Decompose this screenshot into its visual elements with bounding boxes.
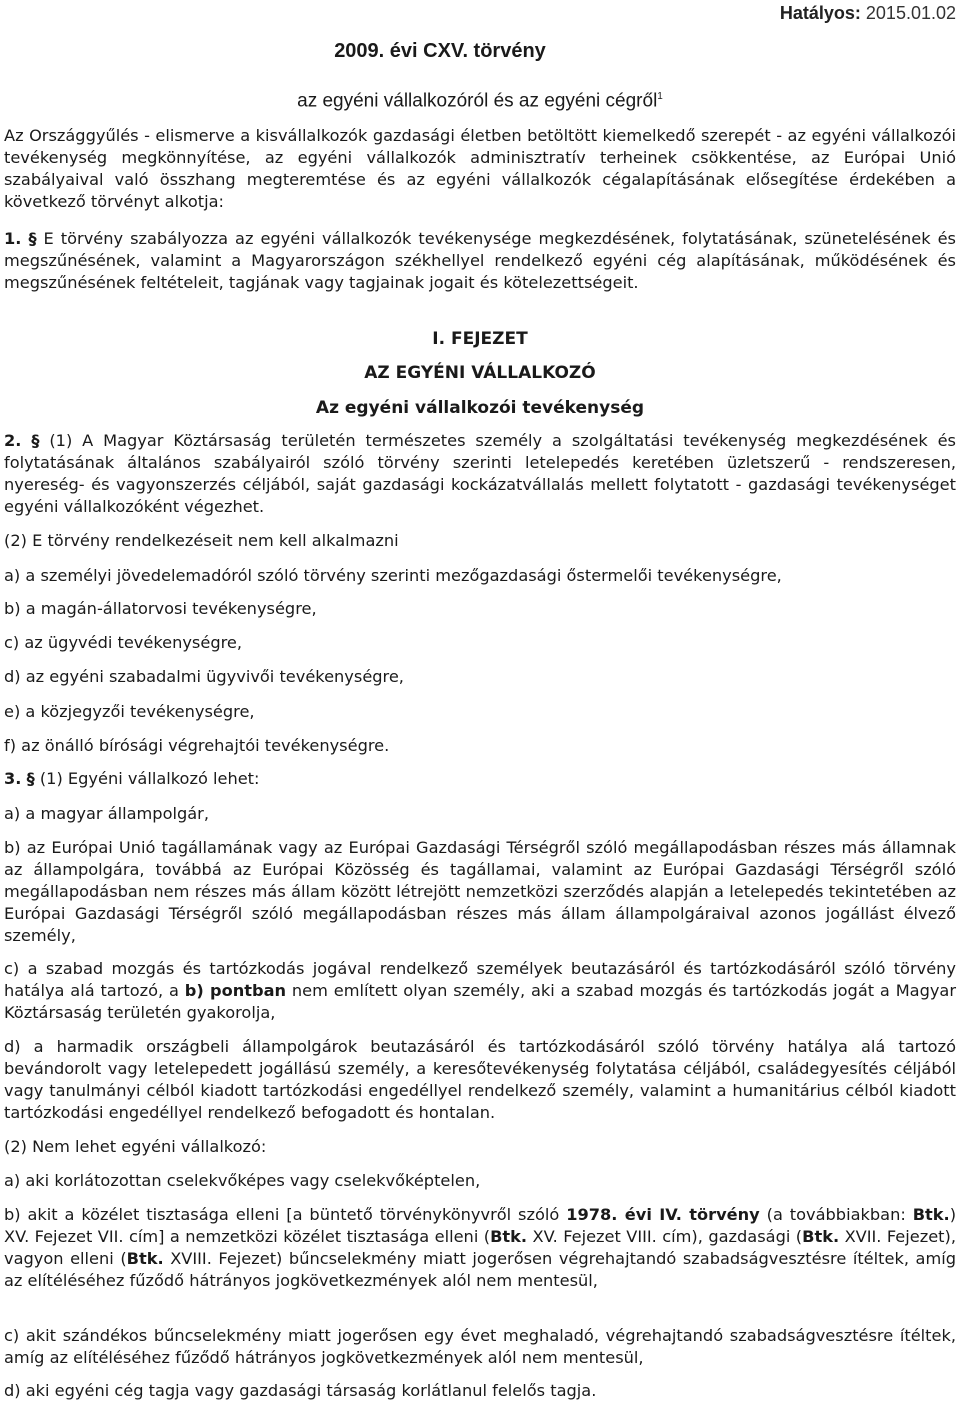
section-sign: § [28, 229, 37, 248]
text-run: XVII. Fejezet), vagyon elleni ( [4, 1227, 956, 1268]
law-subtitle-text: az egyéni vállalkozóról és az egyéni cégről [297, 90, 658, 112]
chapter-title: AZ EGYÉNI VÁLLALKOZÓ [364, 363, 596, 383]
text-run: XVIII. Fejezet) bűncselekmény miatt jogerősen végrehajtandó szabadságvesztésre ítéltek, amíg az elítéléséhez fűződő hátrányos jogkövetkezmények alól nem mentesül, [4, 1249, 956, 1290]
section-sign: § [26, 769, 35, 788]
exclusion-point-b [4, 1204, 956, 1292]
section-3-number: 3. [4, 769, 22, 788]
law-subtitle [0, 86, 960, 112]
text-run: b) akit a közélet tisztasága elleni [a büntető törvénykönyvről szóló [4, 1205, 567, 1224]
section-2-paragraph-1 [4, 430, 956, 518]
section-3-point-d: d) a harmadik országbeli állampolgárok beutazásáról és tartózkodásáról szóló törvény hatálya alá tartozó bevándorolt vagy letelepedett jogállású személy, a keresőtevékenység folytatása céljából, családegyesítés céljából vagy tanulmányi célból kiadott tartózkodási engedéllyel rendelkező személy, valamint a humanitárius célból kiadott tartózkodási engedéllyel rendelkező befogadott és hontalan. [4, 1037, 956, 1122]
section-3-paragraph-1 [4, 768, 956, 790]
btk-abbreviation: Btk. [490, 1227, 528, 1246]
chapter-number: I. FEJEZET [432, 329, 528, 349]
text-run: ) XV. Fejezet VII. cím] a nemzetközi közélet tisztasága elleni ( [4, 1205, 957, 1246]
point-reference: b) pontban [184, 981, 287, 1000]
section-sign: § [31, 431, 40, 450]
btk-abbreviation: Btk. [802, 1227, 840, 1246]
law-title: 2009. évi CXV. törvény [334, 40, 546, 62]
text-run: (a továbbiakban: [759, 1205, 913, 1224]
law-reference: 1978. évi IV. törvény [566, 1205, 760, 1224]
footnote-mark: 1 [657, 91, 663, 102]
effective-date-value: 2015.01.02 [865, 3, 956, 23]
section-3-point-b: b) az Európai Unió tagállamának vagy az Európai Gazdasági Térségről szóló megállapodásban részes más államnak az állampolgára, továbbá az Európai Közösség és tagállamai, valamint az Európai Gazdasági Térségről szóló megállapodásban nem részes más állam között létrejött nemzetközi szerződés alapján a letelepedés tekintetében az Európai Gazdasági Térségről szóló megállapodásban részes más állam állampolgáraival azonos jogállást élvező személy, [4, 838, 956, 945]
preamble: Az Országgyűlés - elismerve a kisvállalkozók gazdasági életben betöltött kiemelkedő szerepét - az egyéni vállalkozói tevékenység megkönnyítése, az egyéni vállalkozók adminisztratív terheinek csökkentése, az Európai Unió szabályaival való összhang megteremtése és az egyéni vállalkozók cégalapításának elősegítése érdekében a következő törvényt alkotja: [4, 126, 956, 211]
btk-abbreviation: Btk. [912, 1205, 950, 1224]
section-2-point-c: c) az ügyvédi tevékenységre, [4, 633, 243, 652]
point-c-text: c) a szabad mozgás és tartózkodás jogával rendelkező személyek beutazásáról és tartózkodásáról szóló törvény hatálya alá tartozó, a [4, 959, 956, 1000]
section-2-point-f: f) az önálló bírósági végrehajtói tevékenységre. [4, 736, 390, 755]
section-3-text: (1) Egyéni vállalkozó lehet: [39, 769, 260, 788]
exclusion-point-a: a) aki korlátozottan cselekvőképes vagy cselekvőképtelen, [4, 1171, 481, 1190]
exclusion-point-d: d) aki egyéni cég tagja vagy gazdasági társaság korlátlanul felelős tagja. [4, 1381, 597, 1400]
section-2-paragraph-2: (2) E törvény rendelkezéseit nem kell alkalmazni [4, 531, 399, 550]
section-2-point-d: d) az egyéni szabadalmi ügyvivői tevékenységre, [4, 667, 404, 686]
effective-label: Hatályos: [779, 3, 861, 23]
section-2-text: (1) A Magyar Köztársaság területén természetes személy a szolgáltatási tevékenység megkezdésének és folytatásának általános szabályairól szóló törvény szerinti letelepedés keretében üzletszerű - rendszeresen, nyereség- és vagyonszerzés céljából, saját gazdasági kockázatvállalás mellett folytatott - gazdasági tevékenységet egyéni vállalkozóként végezhet. [4, 431, 956, 516]
section-2-number: 2. [4, 431, 22, 450]
section-3-point-c [4, 958, 956, 1024]
text-run: XV. Fejezet VIII. cím), gazdasági ( [527, 1227, 803, 1246]
section-3-paragraph-2: (2) Nem lehet egyéni vállalkozó: [4, 1137, 267, 1156]
section-3-point-a: a) a magyar állampolgár, [4, 804, 209, 823]
section-2-point-b: b) a magán-állatorvosi tevékenységre, [4, 599, 317, 618]
point-c-text-end: nem említett olyan személy, aki a szabad mozgás és tartózkodás jogát a Magyar Köztársaság területén gyakorolja, [4, 981, 957, 1022]
exclusion-point-c: c) akit szándékos bűncselekmény miatt jogerősen egy évet meghaladó, végrehajtandó szabadságvesztésre ítéltek, amíg az elítéléséhez fűződő hátrányos jogkövetkezmények alól nem mentesül, [4, 1326, 956, 1367]
chapter-subtitle: Az egyéni vállalkozói tevékenység [315, 398, 645, 418]
btk-abbreviation: Btk. [126, 1249, 164, 1268]
effective-date [780, 2, 956, 24]
section-1-text: E törvény szabályozza az egyéni vállalkozók tevékenysége megkezdésének, folytatásának, szünetelésének és megszűnésének, valamint a Magyarországon székhellyel rendelkező egyéni cég alapításának, működésének és megszűnésének feltételeit, tagjának vagy tagjainak jogait és kötelezettségeit. [4, 229, 956, 292]
section-1-number: 1. [4, 229, 22, 248]
section-1 [4, 228, 956, 294]
section-2-point-e: e) a közjegyzői tevékenységre, [4, 702, 255, 721]
section-2-point-a: a) a személyi jövedelemadóról szóló törvény szerinti mezőgazdasági őstermelői tevékenységre, [4, 566, 782, 585]
